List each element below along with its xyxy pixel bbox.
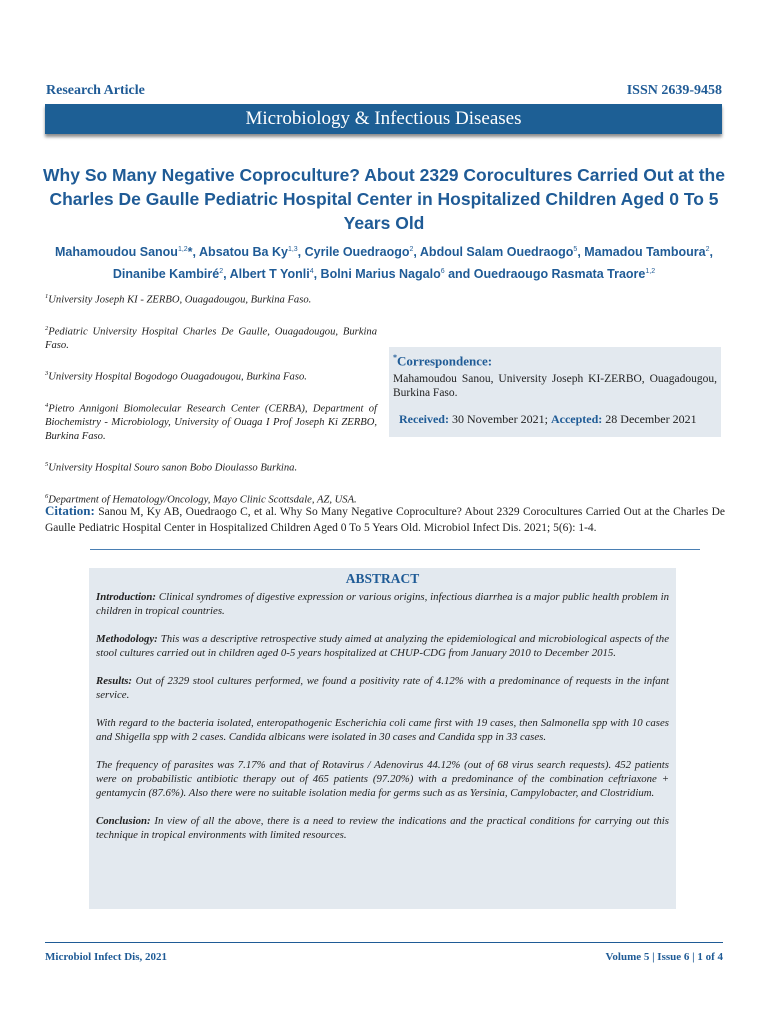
accepted-label: Accepted: xyxy=(550,412,603,427)
footer-volume: Volume 5 | Issue 6 | 1 of 4 xyxy=(605,951,723,963)
author: Albert T Yonli$^4$, xyxy=(229,267,321,282)
journal-banner: Microbiology & Infectious Diseases xyxy=(45,104,722,134)
author: Ouedraougo Rasmata Traore$^{1,2}$ xyxy=(473,267,656,282)
received-label: Received: xyxy=(399,412,449,427)
received-date: 30 November 2021; xyxy=(451,412,548,427)
author: Dinanibe Kambiré$^2$, xyxy=(112,267,230,282)
affiliation: $^3$University Hospital Bogodogo Ouagadougou, Burkina Faso. xyxy=(45,370,307,383)
author: Mahamoudou Sanou$^{1,2}$*, xyxy=(55,245,200,260)
article-meta xyxy=(46,83,722,99)
footer-journal: Microbiol Infect Dis, 2021 xyxy=(45,951,168,963)
affiliation: $^5$University Hospital Souro sanon Bobo Dioulasso Burkina. xyxy=(45,461,298,474)
author: Abdoul Salam Ouedraogo$^5$, xyxy=(419,245,585,260)
correspondence-text: Mahamoudou Sanou, University Joseph KI-ZERBO, Ouagadougou, Burkina Faso. xyxy=(393,373,717,400)
abstract-paragraph: Conclusion: In view of all the above, there is a need to review the indications and the practical conditions for carrying out this technique in tropical environments with limited resources. xyxy=(96,815,669,841)
citation-label: Citation: xyxy=(45,503,95,518)
affiliation: $^2$Pediatric University Hospital Charles De Gaulle, Ouagadougou, Burkina Faso. xyxy=(45,324,377,352)
abstract-paragraph: The frequency of parasites was 7.17% and that of Rotavirus / Adenovirus 44.12% (out of 68 virus search requests). 452 patients were on probabilistic antibiotic therapy out of 465 patients (97.20%) with a predominance of the combination ceftriaxone + gentamycin (87.6%). Also there were no suitable isolation media for germs such as as Yersinia, Campylobacter, and Clostridium. xyxy=(96,759,669,799)
correspondence-heading: *Correspondence: xyxy=(393,353,493,369)
correspondence-box xyxy=(389,347,721,437)
affiliation: $^1$University Joseph KI - ZERBO, Ouagadougou, Burkina Faso. xyxy=(45,293,312,306)
footer-divider xyxy=(45,942,723,943)
paper-title: Why So Many Negative Coproculture? About 2329 Corocultures Carried Out at the Charles De Gaulle Pediatric Hospital Center in Hospitalized Children Aged 0 To 5 Years Old xyxy=(43,165,725,233)
affiliation: $^4$Pietro Annigoni Biomolecular Research Center (CERBA), Department of Biochemistry - Microbiology, University of Ouaga I Prof Joseph Ki ZERBO, Burkina Faso. xyxy=(45,401,377,443)
section-divider xyxy=(90,549,700,550)
author-list xyxy=(44,240,724,284)
affiliations xyxy=(45,290,377,521)
page-footer xyxy=(45,951,723,963)
affiliation: $^6$Department of Hematology/Oncology, Mayo Clinic Scottsdale, AZ, USA. xyxy=(45,492,357,506)
citation-text: Sanou M, Ky AB, Ouedraogo C, et al. Why So Many Negative Coproculture? About 2329 Corocultures Carried Out at the Charles De Gaulle Pediatric Hospital Center in Hospitalized Children Aged 0 To 5 Years Old. Microbiol Infect Dis. 2021; 5(6): 1-4. xyxy=(45,506,725,534)
article-type: Research Article xyxy=(46,83,145,98)
author: Absatou Ba Ky$^{1,3}$, xyxy=(199,245,305,260)
received-accepted-dates xyxy=(393,412,717,426)
abstract-paragraph: With regard to the bacteria isolated, enteropathogenic Escherichia coli came first with 19 cases, then Salmonella spp with 10 cases and Shigella spp with 2 cases. Candida albicans were isolated in 30 cases and Candida spp in 33 cases. xyxy=(96,717,669,743)
abstract-paragraph: Introduction: Clinical syndromes of digestive expression or various origins, infectious diarrhea is a major public health problem in children in tropical countries. xyxy=(96,591,669,617)
abstract-box xyxy=(89,568,676,909)
abstract-heading: ABSTRACT xyxy=(345,571,420,586)
author: Mamadou Tamboura$^2$, xyxy=(584,245,713,260)
issn: ISSN 2639-9458 xyxy=(626,83,722,98)
abstract-paragraph: Methodology: This was a descriptive retrospective study aimed at analyzing the epidemiological and microbiological aspects of the stool cultures carried out in children aged 0-5 years hospitalized at CHUP-CDG from January 2010 to December 2015. xyxy=(96,633,669,659)
author: Bolni Marius Nagalo$^6$ and xyxy=(320,267,474,282)
author: Cyrile Ouedraogo$^2$, xyxy=(304,245,420,260)
accepted-date: 28 December 2021 xyxy=(605,412,697,427)
abstract-paragraph: Results: Out of 2329 stool cultures performed, we found a positivity rate of 4.12% with a predominance of requests in the infant service. xyxy=(96,675,669,701)
citation xyxy=(45,503,725,536)
